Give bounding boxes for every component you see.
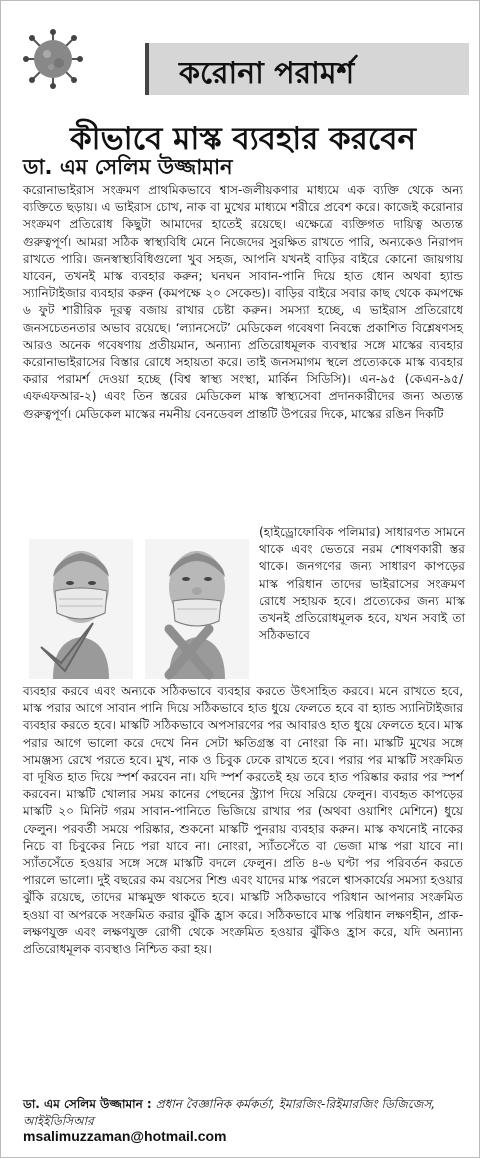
- article-author: ডা. এম সেলিম উজ্জামান: [23, 155, 233, 179]
- footer-author-role: প্রধান বৈজ্ঞানিক কর্মকর্তা, ইমারজিং-রিইমারজিং ডিজিজেস, আইইডিসিআর: [23, 1097, 436, 1128]
- mask-figure: [23, 529, 255, 687]
- column-header: [15, 21, 467, 101]
- person-correct-mask: [29, 539, 133, 679]
- author-email[interactable]: msalimuzzaman@hotmail.com: [23, 1128, 227, 1144]
- article-body-top: করোনাভাইরাস সংক্রমণ প্রাথমিকভাবে শ্বাস-জলীয়কণার মাধ্যমে এক ব্যক্তি থেকে অন্য ব্যক্তিতে ছড়ায়। এ ভাইরাস চোখ, নাক বা মুখের মাধ্যমে শরীরে প্রবেশ করে। কাজেই করোনার সংক্রমণ প্রতিরোধ কিছুটা আমাদের হাতেই রয়েছে। এক্ষেত্রে ব্যক্তিগত দায়িত্ব অত্যন্ত গুরুত্বপূর্ণ। আমরা সঠিক স্বাস্থ্যবিধি মেনে নিজেদের সুরক্ষিত রাখতে পারি, অন্যকেও নিরাপদ রাখতে পারি। জনস্বাস্থ্যবিধিগুলো খুব সহজ, আপনি যখনই বাড়ির বাইরে কোনো জায়গায় যাবেন, তখনই মাস্ক ব্যবহার করুন; ঘনঘন সাবান-পানি দিয়ে হাত ধোন অথবা হ্যান্ড স্যানিটাইজার ব্যবহার করুন (কমপক্ষে ২০ সেকেন্ড)। বাড়ির বাইরে সবার কাছ থেকে কমপক্ষে ৬ ফুট শারীরিক দূরত্ব বজায় রাখার চেষ্টা করুন। সমস্যা হচ্ছে, এ ভাইরাস প্রতিরোধে জনসচেতনতার অভাব রয়েছে। ‘ল্যানসেটে’ মেডিকেল গবেষণা নিবন্ধে প্রকাশিত বিশ্লেষণসহ আরও অনেক গবেষণায় প্রতীয়মান, অন্যান্য প্রতিরোধমূলক ব্যবস্থার সঙ্গে মাস্কের ব্যবহার করোনাভাইরাসের বিস্তার রোধে সহায়তা করে। তাই জনসমাগম স্থলে প্রত্যেককে মাস্ক ব্যবহার করার পরামর্শ দেওয়া হচ্ছে (বিশ্ব স্বাস্থ্য সংস্থা, মার্কিন সিডিসি)। এন-৯৫ (কেএন-৯৫/এফএফআর-২) এবং তিন স্তরের মেডিকেল মাস্ক স্বাস্থ্যসেবা প্রদানকারীদের জন্য অত্যন্ত গুরুত্বপূর্ণ। মেডিকেল মাস্কের নমনীয় বেনডেবল প্রান্তটি উপরের দিকে, মাস্কের রঙিন দিকটি: [23, 183, 463, 421]
- section-title-band: [145, 43, 469, 95]
- coronavirus-icon: [21, 27, 85, 91]
- article-body-side: (হাইড্রোফোবিক পলিমার) সাধারণত সামনে থাকে এবং ভেতরে নরম শোষণকারী স্তর থাকে। জনগণের জন্য সাধারণ কাপড়ের মাস্ক পরিধান তাদের ভাইরাসের সংক্রমণ রোধে সহায়ক হবে। প্রত্যেকের জন্য মাস্ক তখনই প্রতিরোধমূলক হবে, যখন সবাই তা সঠিকভাবে: [259, 525, 465, 643]
- author-footer: [23, 1096, 463, 1130]
- article-body-bottom: ব্যবহার করবে এবং অন্যকে সঠিকভাবে ব্যবহার করতে উৎসাহিত করবে। মনে রাখতে হবে, মাস্ক পরার আগে সাবান পানি দিয়ে সঠিকভাবে হাত ধুয়ে ফেলতে হবে বা হ্যান্ড স্যানিটাইজার ব্যবহার করতে হবে। মাস্কটি সঠিকভাবে অপসারণের পর আবারও হাত ধুয়ে ফেলতে হবে। মাস্ক পরার আগে ভালো করে দেখে নিন সেটা ক্ষতিগ্রস্ত বা নোংরা কি না। মাস্কটি মুখের সঙ্গে সামঞ্জস্য রেখে পরতে হবে। মুখ, নাক ও চিবুক ঢেকে রাখতে হবে। পরার পর মাস্কটি সংক্রমিত বা দূষিত হাত দিয়ে স্পর্শ করবেন না। যদি স্পর্শ করতেই হয় তবে হাত পরিষ্কার করার পর স্পর্শ করবেন। মাস্কটি খোলার সময় কানের পেছনের স্ট্র্যাপ দিয়ে সরিয়ে ফেলুন। ব্যবহৃত কাপড়ের মাস্কটি ২০ মিনিট গরম সাবান-পানিতে ভিজিয়ে রাখার পর (অথবা ওয়াশিং মেশিনে) ধুয়ে ফেলুন। পরবর্তী সময়ে পরিষ্কার, শুকনো মাস্কটি পুনরায় ব্যবহার করুন। মাস্ক কখনোই নাকের নিচে বা চিবুকের নিচে পরা যাবে না। নোংরা, স্যাঁতসেঁতে বা ভেজা মাস্ক পরা যাবে না। স্যাঁতসেঁতে হওয়ার সঙ্গে সঙ্গে মাস্কটি বদলে ফেলুন। প্রতি ৪-৬ ঘণ্টা পর পরিবর্তন করতে পারলে ভালো। দুই বছরের কম বয়সের শিশু এবং যাদের মাস্ক পরলে শ্বাসকার্যের সমস্যা হওয়ার ঝুঁকি রয়েছে, তাদের মাস্কমুক্ত থাকতে হবে। মাস্কটি সঠিকভাবে পরিধান আপনার সংক্রমিত হওয়া বা অপরকে সংক্রমিত করার ঝুঁকি হ্রাস করে। সঠিকভাবে মাস্ক পরিধান লক্ষণহীন, প্রাক-লক্ষণযুক্ত এবং লক্ষণযুক্ত রোগী থেকে সংক্রমিত হওয়ার ঝুঁকিও হ্রাস করে, যদি অন্যান্য প্রতিরোধমূলক ব্যবস্থাও নিশ্চিত করা হয়।: [23, 684, 463, 957]
- article-headline: কীভাবে মাস্ক ব্যবহার করবেন: [69, 121, 417, 157]
- section-title: করোনা পরামর্শ: [179, 56, 355, 91]
- footer-author-name: ডা. এম সেলিম উজ্জামান :: [23, 1097, 152, 1111]
